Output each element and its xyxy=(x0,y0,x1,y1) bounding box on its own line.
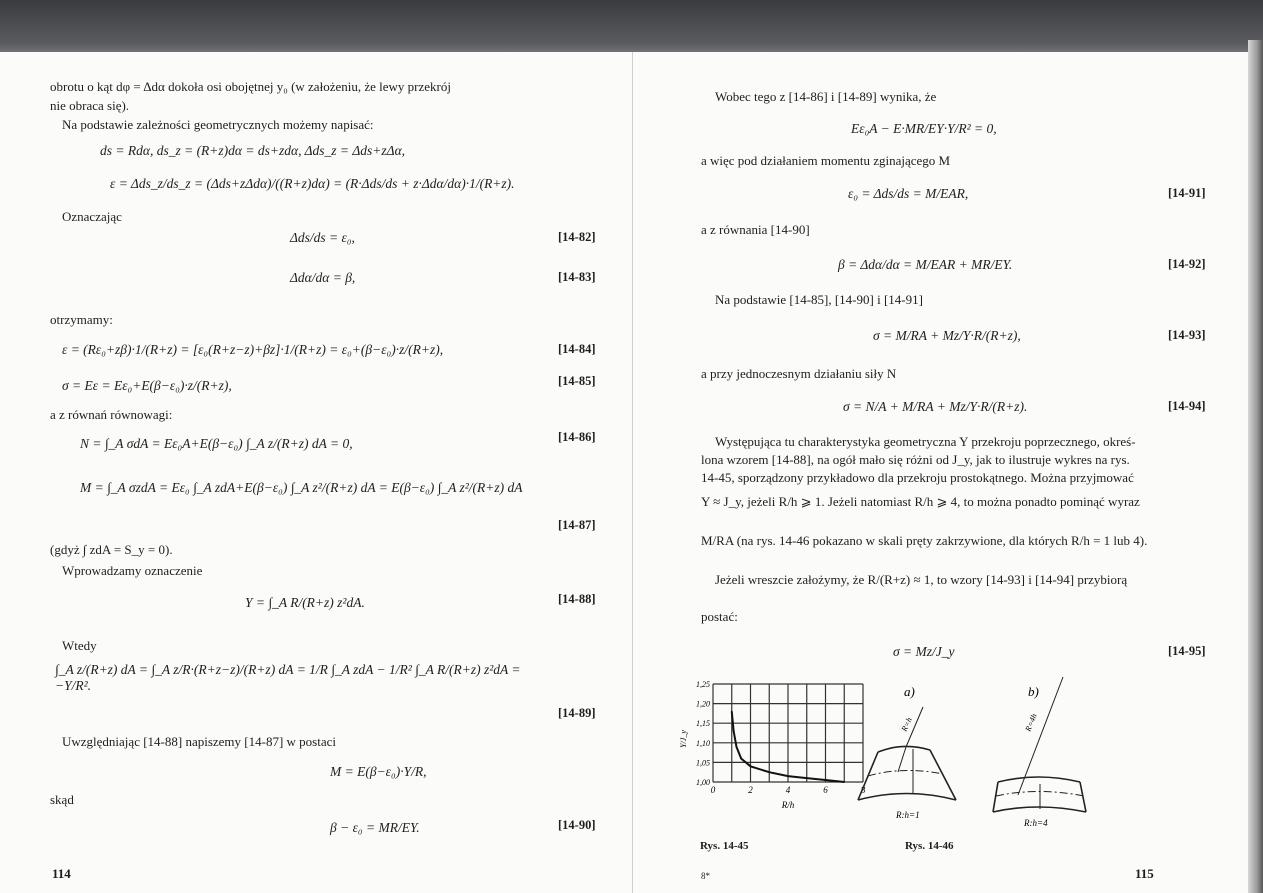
left-page xyxy=(0,52,633,893)
y-tick-label: 1,10 xyxy=(696,738,710,748)
equation: Y = ∫_A R/(R+z) z²dA. xyxy=(245,595,365,610)
text-line: (gdyż ∫ zdA = S_y = 0). xyxy=(50,542,173,557)
paragraph-line: 14-45, sporządzony przykładowo dla przekroju prostokątnego. Można przyjmować xyxy=(701,470,1134,485)
equation: β − ε₀ = MR/EY. xyxy=(330,820,420,835)
radius-b-label: R=4h xyxy=(1023,712,1039,733)
paragraph-line: postać: xyxy=(701,609,738,624)
panel-b-label: b) xyxy=(1028,684,1039,699)
equation: Δds/ds = ε₀, xyxy=(290,230,355,245)
data-point xyxy=(768,771,770,773)
data-point xyxy=(750,766,752,768)
text-line: otrzymamy: xyxy=(50,312,113,327)
text-line: Wtedy xyxy=(62,638,97,653)
data-point xyxy=(733,730,735,732)
y-tick-label: 1,20 xyxy=(696,699,710,709)
paragraph-line: Występująca tu charakterystyka geometryczna Y przekroju poprzecznego, okreś- xyxy=(715,434,1136,449)
equation: Δdα/dα = β, xyxy=(290,270,356,285)
data-point xyxy=(806,777,808,779)
page-number: 114 xyxy=(52,866,71,881)
text-line: Wobec tego z [14-86] i [14-89] wynika, że xyxy=(715,89,937,104)
x-tick-label: 8 xyxy=(860,785,866,795)
data-point xyxy=(740,758,742,760)
equation-number: [14-86] xyxy=(558,430,596,444)
equation-number: [14-82] xyxy=(558,230,596,244)
text-line: Uwzględniając [14-88] napiszemy [14-87] w postaci xyxy=(62,734,336,749)
data-point xyxy=(731,711,733,713)
figure-caption: Rys. 14-45 xyxy=(700,840,749,852)
text-line: Wprowadzamy oznaczenie xyxy=(62,563,203,578)
equation: ε₀ = Δds/ds = M/EAR, xyxy=(848,186,969,201)
ratio-b-label: R:h=4 xyxy=(1024,818,1048,828)
data-point xyxy=(736,746,738,748)
y-tick-label: 1,25 xyxy=(696,680,710,689)
text-line: a z równań równowagi: xyxy=(50,407,173,422)
equation: σ = N/A + M/RA + Mz/Y·R/(R+z). xyxy=(843,399,1028,414)
paragraph-line: Jeżeli wreszcie założymy, że R/(R+z) ≈ 1, to wzory [14-93] i [14-94] przybiorą xyxy=(715,572,1128,587)
page-number: 115 xyxy=(1135,866,1154,881)
right-page xyxy=(633,52,1248,893)
equation-number: [14-90] xyxy=(558,818,596,832)
equation-number: [14-87] xyxy=(558,518,596,532)
equation: σ = M/RA + Mz/Y·R/(R+z), xyxy=(873,328,1021,343)
text-line: a więc pod działaniem momentu zginającego M xyxy=(701,153,951,168)
paragraph-line: lona wzorem [14-88], na ogół mało się różni od J_y, jak to ilustruje wykres na rys. xyxy=(701,452,1130,467)
equation: ε = (Rε₀+zβ)·1/(R+z) = [ε₀(R+z−z)+βz]·1/(R+z) = ε₀+(β−ε₀)·z/(R+z), xyxy=(62,342,444,357)
text-line: obrotu o kąt dφ = Δdα dokoła osi obojętnej y₀ (w założeniu, że lewy przekrój xyxy=(50,79,451,94)
x-axis-label: R/h xyxy=(781,800,795,810)
text-line: a przy jednoczesnym działaniu siły N xyxy=(701,366,897,381)
equation: σ = Eε = Eε₀+E(β−ε₀)·z/(R+z), xyxy=(62,378,232,393)
equation: β = Δdα/dα = M/EAR + MR/EY. xyxy=(838,257,1013,272)
text-line: skąd xyxy=(50,792,74,807)
equation: M = ∫_A σzdA = Eε₀ ∫_A zdA+E(β−ε₀) ∫_A z²/(R+z) dA = E(β−ε₀) ∫_A z²/(R+z) dA xyxy=(80,480,523,495)
y-tick-label: 1,05 xyxy=(696,758,710,768)
text-line: a z równania [14-90] xyxy=(701,222,810,237)
equation: σ = Mz/J_y xyxy=(893,644,955,659)
equation-number: [14-93] xyxy=(1168,328,1206,342)
panel-a-label: a) xyxy=(904,684,915,699)
x-tick-label: 4 xyxy=(785,785,791,795)
figure-curved-bars xyxy=(848,672,1108,832)
paragraph-line: M/RA (na rys. 14-46 pokazano w skali pręty zakrzywione, dla których R/h = 1 lub 4). xyxy=(701,533,1148,548)
text-line: Na podstawie zależności geometrycznych możemy napisać: xyxy=(62,117,374,132)
equation: ε = Δds_z/ds_z = (Δds+zΔdα)/((R+z)dα) = (R·Δds/ds + z·Δdα/dα)·1/(R+z). xyxy=(110,176,515,191)
equation-number: [14-91] xyxy=(1168,186,1206,200)
radius-a-label: R=h xyxy=(899,716,914,733)
equation: ds = Rdα, ds_z = (R+z)dα = ds+zdα, Δds_z = Δds+zΔα, xyxy=(100,143,406,158)
equation-number: [14-85] xyxy=(558,374,596,388)
y-tick-label: 1,15 xyxy=(696,719,710,729)
equation: N = ∫_A σdA = Eε₀A+E(β−ε₀) ∫_A z/(R+z) dA = 0, xyxy=(80,436,353,451)
data-point xyxy=(825,779,827,781)
data-point xyxy=(843,781,845,783)
y-tick-label: 1,00 xyxy=(696,778,710,787)
equation-number: [14-92] xyxy=(1168,257,1206,271)
equation: Eε₀A − E·MR/EY·Y/R² = 0, xyxy=(851,121,997,136)
x-tick-label: 6 xyxy=(823,785,828,795)
equation: M = E(β−ε₀)·Y/R, xyxy=(330,764,427,779)
text-line: nie obraca się). xyxy=(50,98,130,113)
figure-caption: Rys. 14-46 xyxy=(905,840,954,852)
text-line: Na podstawie [14-85], [14-90] i [14-91] xyxy=(715,292,923,307)
ratio-a-label: R:h=1 xyxy=(896,810,920,820)
y-axis-label: Y/J_y xyxy=(679,730,688,748)
equation-number: [14-88] xyxy=(558,592,596,606)
equation-number: [14-94] xyxy=(1168,399,1206,413)
equation-number: [14-83] xyxy=(558,270,596,284)
equation-number: [14-89] xyxy=(558,706,596,720)
text-line: Oznaczając xyxy=(62,209,122,224)
x-tick-label: 0 xyxy=(710,785,716,795)
book-edge xyxy=(1248,40,1263,893)
signature-mark: 8* xyxy=(701,871,710,881)
data-point xyxy=(787,775,789,777)
bar-b-drawing xyxy=(993,677,1086,812)
equation-number: [14-95] xyxy=(1168,644,1206,658)
paragraph-line: Y ≈ J_y, jeżeli R/h ⩾ 1. Jeżeli natomiast R/h ⩾ 4, to można ponadto pominąć wyraz xyxy=(701,494,1140,509)
equation-number: [14-84] xyxy=(558,342,596,356)
x-tick-label: 2 xyxy=(748,785,753,795)
equation: ∫_A z/(R+z) dA = ∫_A z/R·(R+z−z)/(R+z) dA = 1/R ∫_A zdA − 1/R² ∫_A R/(R+z) z²dA = −Y/R². xyxy=(55,662,521,693)
